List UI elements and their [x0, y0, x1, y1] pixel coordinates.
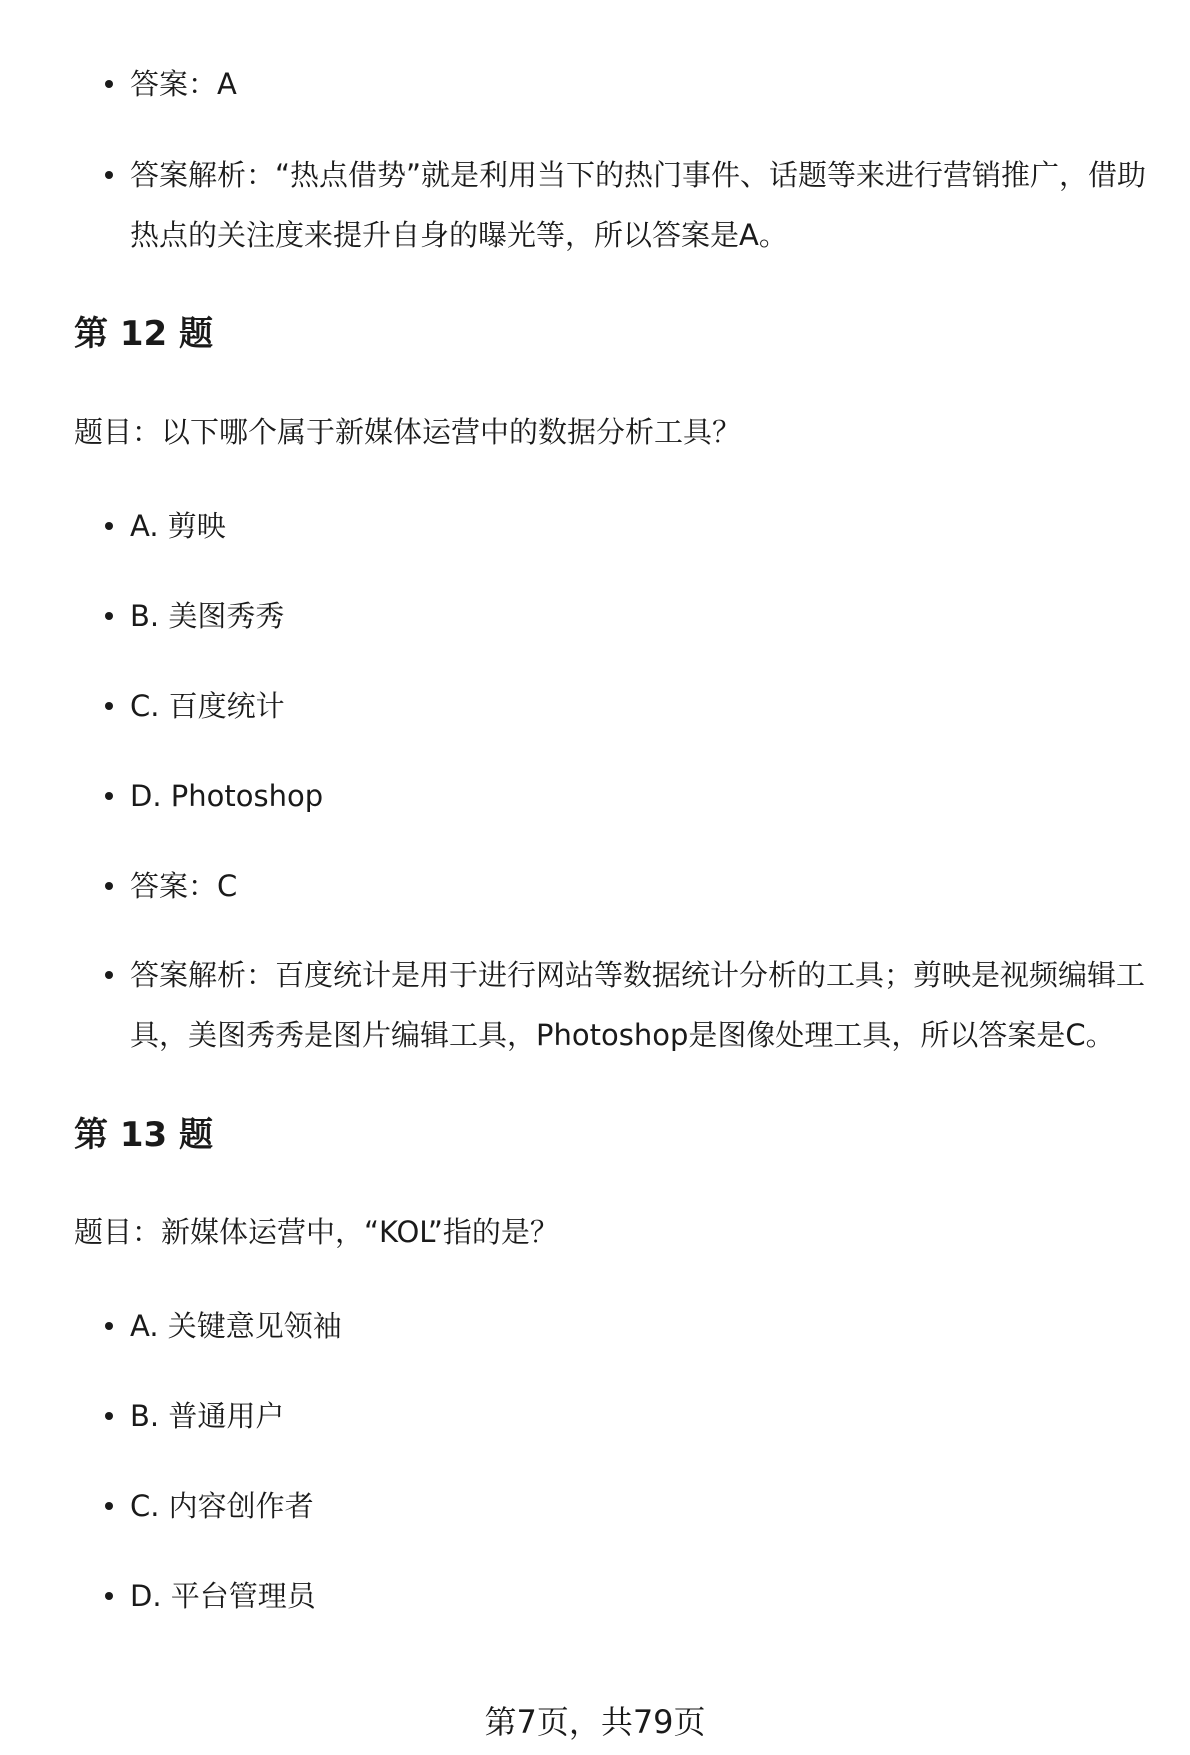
answer-item: 答案：C [130, 856, 1160, 916]
option-a: A. 剪映 [130, 496, 1160, 556]
explanation-item: 答案解析：百度统计是用于进行网站等数据统计分析的工具；剪映是视频编辑工具，美图秀秀是图片编辑工具，Photoshop是图像处理工具，所以答案是C。 [130, 945, 1160, 1065]
option-c: C. 内容创作者 [130, 1476, 1160, 1536]
question-13-heading: 第 13 题 [74, 1115, 213, 1155]
page-number-footer: 第7页，共79页 [484, 1703, 706, 1741]
option-b: B. 普通用户 [130, 1386, 1160, 1446]
explanation-item: 答案解析：“热点借势”就是利用当下的热门事件、话题等来进行营销推广，借助热点的关注度来提升自身的曝光等，所以答案是A。 [130, 145, 1160, 265]
question-13-stem: 题目：新媒体运营中，“KOL”指的是？ [74, 1215, 559, 1249]
option-b: B. 美图秀秀 [130, 586, 1160, 646]
option-a: A. 关键意见领袖 [130, 1296, 1160, 1356]
answer-item: 答案：A [130, 54, 1160, 114]
option-d: D. Photoshop [130, 766, 1160, 826]
option-c: C. 百度统计 [130, 676, 1160, 736]
question-12-stem: 题目：以下哪个属于新媒体运营中的数据分析工具？ [74, 415, 742, 449]
option-d: D. 平台管理员 [130, 1566, 1160, 1626]
question-12-heading: 第 12 题 [74, 314, 213, 354]
